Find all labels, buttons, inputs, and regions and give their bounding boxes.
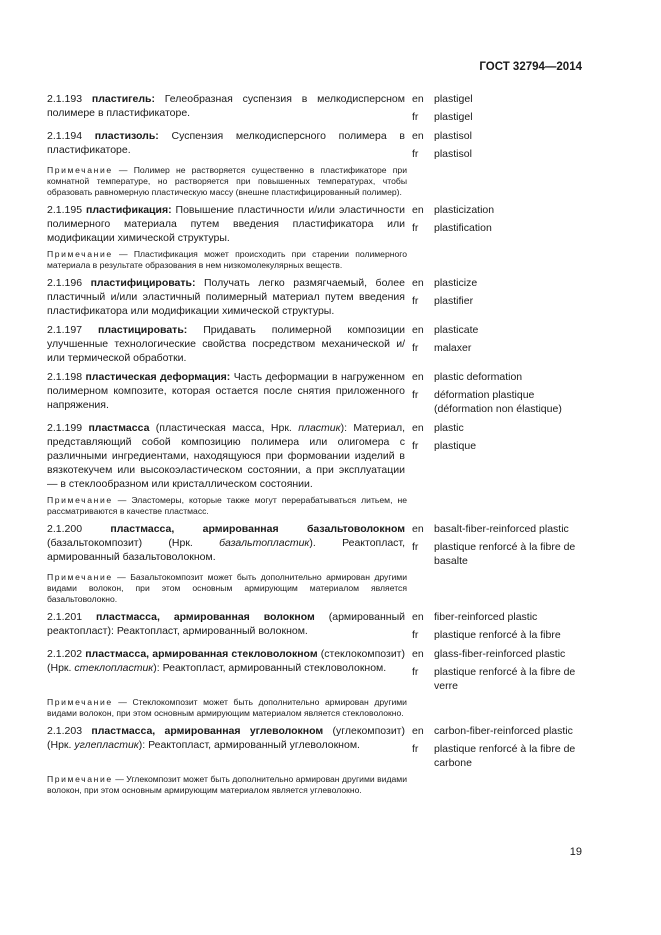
french-term: plastique renforcé à la fibre <box>434 629 561 641</box>
term-number: 2.1.197 <box>47 324 83 336</box>
deprecated-label: Нрк. <box>50 662 72 674</box>
french-term: déformation plastique (déformation non élastique) <box>434 389 562 415</box>
term-note: Примечание — Углекомпозит может быть дополнительно армирован другими видами волокон, при этом основным армирующим материалом является углеволокно. <box>47 774 407 795</box>
term-number: 2.1.196 <box>47 277 83 289</box>
english-term: plasticate <box>434 324 479 336</box>
term-definition: 2.1.199 пластмасса (пластическая масса, Нрк. пластик): Материал, представляющий собой композицию полимера или олигомера с различными ингредиентами, находящуюся при формовании изделий в вязкотекучем или высокоэластическом состоянии, а при эксплуатации — в стеклообразном или кристаллическом состоянии. <box>47 422 405 490</box>
term-note: Примечание — Базальтокомпозит может быть дополнительно армирован другими видами волокон, при этом основным армирующим материалом является базальтоволокно. <box>47 572 407 604</box>
alt-term: (стеклокомпозит) <box>317 648 405 660</box>
term-note: Примечание — Полимер не растворяется существенно в пластификаторе при комнатной температуре, но растворяется при повышенных температурах, чтобы образовать равномерную пластическую массу (внешне пластифицированный полимер). <box>47 165 408 197</box>
term-entry-2-1-195: 2.1.195 пластификация: Повышение пластичности и/или эластичности полимерного материала путем введения пластификатора или модификации химической структуры. en fr plasticization plastification Примечание — Пластификация может происходить при старении полимерного материала в результате образования в нем низкомолекулярных веществ. <box>47 203 584 271</box>
definition-text: Часть деформации в нагруженном полимерном композите, которая остается после снятия приложенного напряжения. <box>47 371 406 411</box>
term-entry-2-1-199: 2.1.199 пластмасса (пластическая масса, Нрк. пластик): Материал, представляющий собой композицию полимера или олигомера с различными ингредиентами, находящуюся при формовании изделий в вязкотекучем или высокоэластическом состоянии, а при эксплуатации — в стеклообразном или кристаллическом состоянии. en fr plastic plastique Примечание — Эластомеры, которые также могут перерабатываться литьем, не рассматриваются в качестве пластмасс. <box>47 421 584 517</box>
alt-term: (армированный реактопласт) <box>47 611 405 637</box>
term-name: пластмасса, армированная волокном <box>96 611 315 623</box>
term-entry-2-1-201: 2.1.201 пластмасса, армированная волокном (армированный реактопласт): Реактопласт, армированный волокном. en fr fiber-reinforced plastic plastique renforcé à la fibre <box>47 610 584 642</box>
definition-text: Придавать полимерной композиции улучшенные технологические свойства посредством механической и/или термической обработки. <box>47 324 405 364</box>
term-name: пластмасса <box>88 422 150 434</box>
note-label: Примечание <box>47 249 113 259</box>
definition-text: Гелеобразная суспензия в мелкодисперсном полимере в пластификаторе. <box>47 93 405 119</box>
english-term: plasticize <box>434 277 478 289</box>
term-definition: 2.1.202 пластмасса, армированная стекловолокном (стеклокомпозит) (Нрк. стеклопластик): Реактопласт, армированный стекловолокном. <box>47 648 405 674</box>
english-term: basalt-fiber-reinforced plastic <box>434 523 569 535</box>
term-entry-2-1-203: 2.1.203 пластмасса, армированная углеволокном (углекомпозит) (Нрк. углепластик): Реактопласт, армированный углеволокном. en fr carbon-fiber-reinforced plastic plastique renforcé à la fibre de carbone Примечание — Углекомпозит может быть дополнительно армирован другими видами волокон, при этом основным армирующим материалом является углеволокно. <box>47 724 584 796</box>
note-label: Примечание <box>47 495 113 505</box>
term-entry-2-1-198: 2.1.198 пластическая деформация: Часть деформации в нагруженном полимерном композите, которая остается после снятия приложенного напряжения. en fr plastic deformation déformation plastique (déformation non élastique) <box>47 370 584 416</box>
alt-term: (углекомпозит) <box>323 725 405 737</box>
term-number: 2.1.194 <box>47 130 83 142</box>
term-name: пластифицировать: <box>90 277 196 289</box>
term-number: 2.1.203 <box>47 725 83 737</box>
term-entry-2-1-200: 2.1.200 пластмасса, армированная базальтоволокном (базальтокомпозит) (Нрк. базальтопластик). Реактопласт, армированный базальтоволокном. en fr basalt-fiber-reinforced plastic plastique renforcé à la fibre de basalte Примечание — Базальтокомпозит может быть дополнительно армирован другими видами волокон, при этом основным армирующим материалом является базальтоволокно. <box>47 522 584 605</box>
english-term: plastisol <box>434 130 472 142</box>
term-definition <box>47 610 407 642</box>
french-term: plastification <box>434 222 492 234</box>
french-term: plastique renforcé à la fibre de verre <box>434 666 576 692</box>
english-term: plasticization <box>434 204 495 216</box>
term-note: Примечание — Пластификация может происходить при старении полимерного материала в результате образования в нем низкомолекулярных веществ. <box>47 249 407 270</box>
term-entry-2-1-193: 2.1.193 пластигель: Гелеобразная суспензия в мелкодисперсном полимере в пластификаторе. en fr plastigel plastigel <box>47 92 584 124</box>
definition-text: Получать легко размягчаемый, более пластичный и/или эластичный полимерный материал путем введения пластификатора или модификации химической структуры. <box>47 277 405 317</box>
term-number: 2.1.199 <box>47 422 83 434</box>
term-name: пластизоль: <box>94 130 159 142</box>
french-term: plastigel <box>434 111 473 123</box>
note-label: Примечание <box>47 572 113 582</box>
french-term: plastifier <box>434 295 474 307</box>
term-entry-2-1-194: 2.1.194 пластизоль: Суспензия мелкодисперсного полимера в пластификаторе. en fr plastisol plastisol Примечание — Полимер не растворяется существенно в пластификаторе при комнатной температуре, но растворяется при повышенных температурах, чтобы образовать равномерную пластическую массу (внешне пластифицированный полимер). <box>47 129 584 198</box>
deprecated-term: стеклопластик <box>71 662 154 674</box>
page-number: 19 <box>569 846 582 858</box>
term-name: пластмасса, армированная базальтоволокном <box>110 523 405 535</box>
term-definition: 2.1.203 пластмасса, армированная углеволокном (углекомпозит) (Нрк. углепластик): Реактопласт, армированный углеволокном. <box>47 725 405 751</box>
definition-text: . Реактопласт, армированный базальтоволокном. <box>47 537 405 563</box>
term-definition <box>47 129 407 161</box>
definition-text: : Реактопласт, армированный стекловолокном. <box>156 662 387 674</box>
term-definition: 2.1.200 пластмасса, армированная базальтоволокном (базальтокомпозит) (Нрк. базальтопластик). Реактопласт, армированный базальтоволокном. <box>47 523 405 563</box>
term-definition <box>47 370 407 416</box>
term-name: пластигель: <box>91 93 155 105</box>
term-number: 2.1.200 <box>47 523 83 535</box>
deprecated-term: базальтопластик <box>192 537 310 549</box>
french-term: plastique <box>434 440 477 452</box>
note-text: Стеклокомпозит может быть дополнительно армирован другими видами волокон, при этом основным армирующим материалом является стекловолокно. <box>47 697 407 718</box>
french-term: malaxer <box>434 342 472 354</box>
definition-text: : Реактопласт, армированный волокном. <box>110 625 308 637</box>
terms-list <box>47 92 584 801</box>
term-name: пластмасса, армированная стекловолокном <box>85 648 318 660</box>
term-definition <box>47 323 407 365</box>
term-definition <box>47 203 407 245</box>
definition-text: Повышение пластичности и/или эластичности полимерного материала путем введения пластификатора или модификации химической структуры. <box>47 204 405 244</box>
note-text: Базальтокомпозит может быть дополнительно армирован другими видами волокон, при этом основным армирующим материалом является базальтоволокно. <box>47 572 407 604</box>
english-term: plastic <box>434 422 464 434</box>
term-number: 2.1.202 <box>47 648 83 660</box>
definition-text: : Реактопласт, армированный углеволокном. <box>142 739 360 751</box>
term-definition <box>47 276 407 318</box>
definition-text: : Материал, представляющий собой композицию полимера или олигомера с различными ингредиентами, находящуюся при формовании изделий в вязкотекучем или высокоэластическом состоянии, а при эксплуатации — в стеклообразном или кристаллическом состоянии. <box>47 422 405 490</box>
note-text: Пластификация может происходить при старении полимерного материала в результате образования в нем низкомолекулярных веществ. <box>47 249 407 270</box>
french-term: plastisol <box>434 148 472 160</box>
french-term: plastique renforcé à la fibre de carbone <box>434 743 576 769</box>
deprecated-term: пластик <box>291 422 341 434</box>
note-label: Примечание <box>47 165 113 175</box>
english-term: glass-fiber-reinforced plastic <box>434 648 566 660</box>
term-entry-2-1-202: 2.1.202 пластмасса, армированная стекловолокном (стеклокомпозит) (Нрк. стеклопластик): Реактопласт, армированный стекловолокном. en fr glass-fiber-reinforced plastic plastique renforcé à la fibre de verre Примечание — Стеклокомпозит может быть дополнительно армирован другими видами волокон, при этом основным армирующим материалом является стекловолокно. <box>47 647 584 719</box>
deprecated-label: Нрк. <box>270 422 292 434</box>
term-name: пластификация: <box>86 204 172 216</box>
term-name: пластическая деформация: <box>85 371 231 383</box>
english-term: plastigel <box>434 93 473 105</box>
definition-text: Суспензия мелкодисперсного полимера в пластификаторе. <box>47 130 405 156</box>
deprecated-label: Нрк. <box>50 739 72 751</box>
term-note: Примечание — Стеклокомпозит может быть дополнительно армирован другими видами волокон, при этом основным армирующим материалом является стекловолокно. <box>47 697 407 718</box>
term-entry-2-1-196: 2.1.196 пластифицировать: Получать легко размягчаемый, более пластичный и/или эластичный полимерный материал путем введения пластификатора или модификации химической структуры. en fr plasticize plastifier <box>47 276 584 318</box>
note-text: Полимер не растворяется существенно в пластификаторе при комнатной температуре, но растворяется при повышенных температурах, чтобы образовать равномерную пластическую массу (внешне пластифицированный полимер). <box>47 165 408 197</box>
term-entry-2-1-197: 2.1.197 пластицировать: Придавать полимерной композиции улучшенные технологические свойства посредством механической и/или термической обработки. en fr plasticate malaxer <box>47 323 584 365</box>
note-text: Углекомпозит может быть дополнительно армирован другими видами волокон, при этом основным армирующим материалом является углеволокно. <box>47 774 407 795</box>
term-definition <box>47 92 407 124</box>
note-text: Эластомеры, которые также могут перерабатываться литьем, не рассматриваются в качестве пластмасс. <box>47 495 408 516</box>
document-number: ГОСТ 32794—2014 <box>479 61 582 73</box>
french-term: plastique renforcé à la fibre de basalte <box>434 541 576 567</box>
note-label: Примечание <box>47 697 113 707</box>
english-term: carbon-fiber-reinforced plastic <box>434 725 573 737</box>
term-number: 2.1.201 <box>47 611 83 623</box>
term-number: 2.1.193 <box>47 93 83 105</box>
term-name: пластмасса, армированная углеволокном <box>91 725 324 737</box>
note-label: Примечание <box>47 774 113 784</box>
english-term: plastic deformation <box>434 371 523 383</box>
deprecated-term: углепластик <box>71 739 139 751</box>
english-term: fiber-reinforced plastic <box>434 611 538 623</box>
alt-term: (базальтокомпозит) <box>47 537 143 549</box>
term-name: пластицировать: <box>98 324 188 336</box>
term-number: 2.1.195 <box>47 204 83 216</box>
term-number: 2.1.198 <box>47 371 83 383</box>
term-note: Примечание — Эластомеры, которые также могут перерабатываться литьем, не рассматриваются в качестве пластмасс. <box>47 495 408 516</box>
deprecated-label: Нрк. <box>171 537 193 549</box>
